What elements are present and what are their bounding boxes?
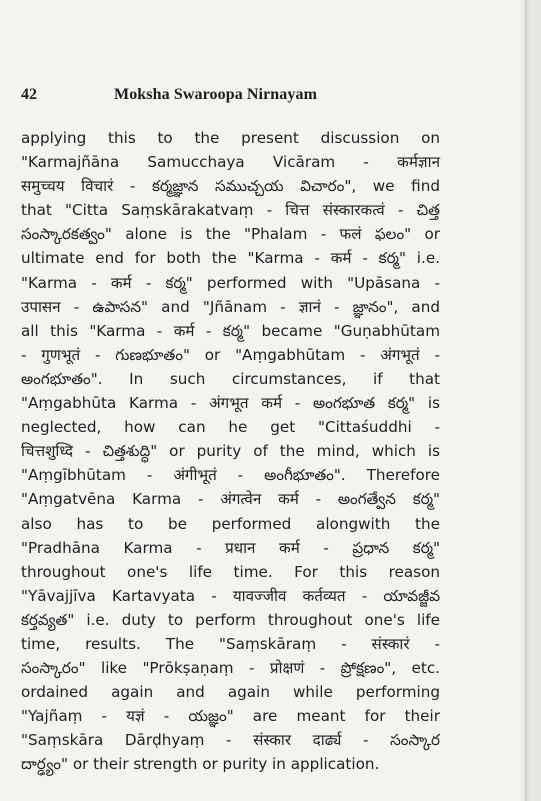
text-line: సంస్కారం" like "Prōkṣaṇaṃ - प्रोक्षणं - ప్రోక్షణం", etc. [21,659,440,678]
text-line: throughout one's life time. For this reason [21,562,440,581]
text-line: ultimate end for both the "Karma - कर्म - కర్మ" i.e. [21,249,440,268]
text-line: applying this to the present discussion on [21,129,440,147]
page-number: 42 [21,86,37,103]
text-line: all this "Karma - कर्म - కర్మ" became "Guṇabhūtam [21,321,440,340]
text-line: "Pradhāna Karma - प्रधान कर्म - ప్రధాన కర్మ" [21,538,440,557]
text-line: चित्तशुध्दि - చిత్తశుద్ధి" or purity of the mind, which is [21,442,440,461]
text-line: సంస్కారకత్వం" alone is the "Phalam - फलं ఫలం" or [21,225,440,244]
text-line: - गुणभूतं - గుణభూతం" or "Aṃgabhūtam - अंगभूतं - [21,345,440,364]
text-line: "Karma - कर्म - కర్మ" performed with "Upāsana - [21,273,440,292]
page-header [21,86,480,108]
text-line: అంగభూతం". In such circumstances, if that [21,369,440,388]
text-line: neglected, how can he get "Cittaśuddhi - [21,418,440,437]
text-line: "Aṃgatvēna Karma - अंगत्वेन कर्म - అంగత్వేన కర్మ" [21,490,440,509]
text-line: ordained again and again while performing [21,683,440,702]
text-line: time, results. The "Saṃskāraṃ - संस्कारं - [21,634,440,653]
text-line: उपासन - ఉపాసన" and "Jñānam - ज्ञानं - జ్ఞానం", and [21,297,440,316]
running-title: Moksha Swaroopa Nirnayam [114,86,318,103]
text-line: "Yāvajjīva Kartavyata - यावज्जीव कर्तव्यत - యావజ్జీవ [21,586,440,605]
text-line: समुच्चय विचारं - కర్మజ్ఞాన సముచ్చయ విచారం", we find [21,177,440,196]
text-line: "Karmajñāna Samucchaya Vicāram - कर्मज्ञान [21,153,440,172]
text-line: that "Citta Saṃskārakatvaṃ - चित्त संस्कारकत्वं - చిత్త [21,201,440,220]
text-line: కర్తవ్యత" i.e. duty to perform throughout one's life [21,610,440,629]
text-line: also has to be performed alongwith the [21,514,440,533]
text-line: "Saṃskāra Dārḍhyaṃ - संस्कार दार्ढ्य - సంస్కార [21,731,440,750]
body-text [21,126,440,777]
text-line: "Aṃgībhūtam - अंगीभूतं - అంగీభూతం". Therefore [21,466,440,485]
text-line: "Aṃgabhūta Karma - अंगभूत कर्म - అంగభూత కర్మ" is [21,394,440,413]
text-line: "Yajñaṃ - यज्ञं - యజ్ఞం" are meant for their [21,707,440,726]
text-line: దార్ఢ్యం" or their strength or purity in application. [21,755,380,774]
